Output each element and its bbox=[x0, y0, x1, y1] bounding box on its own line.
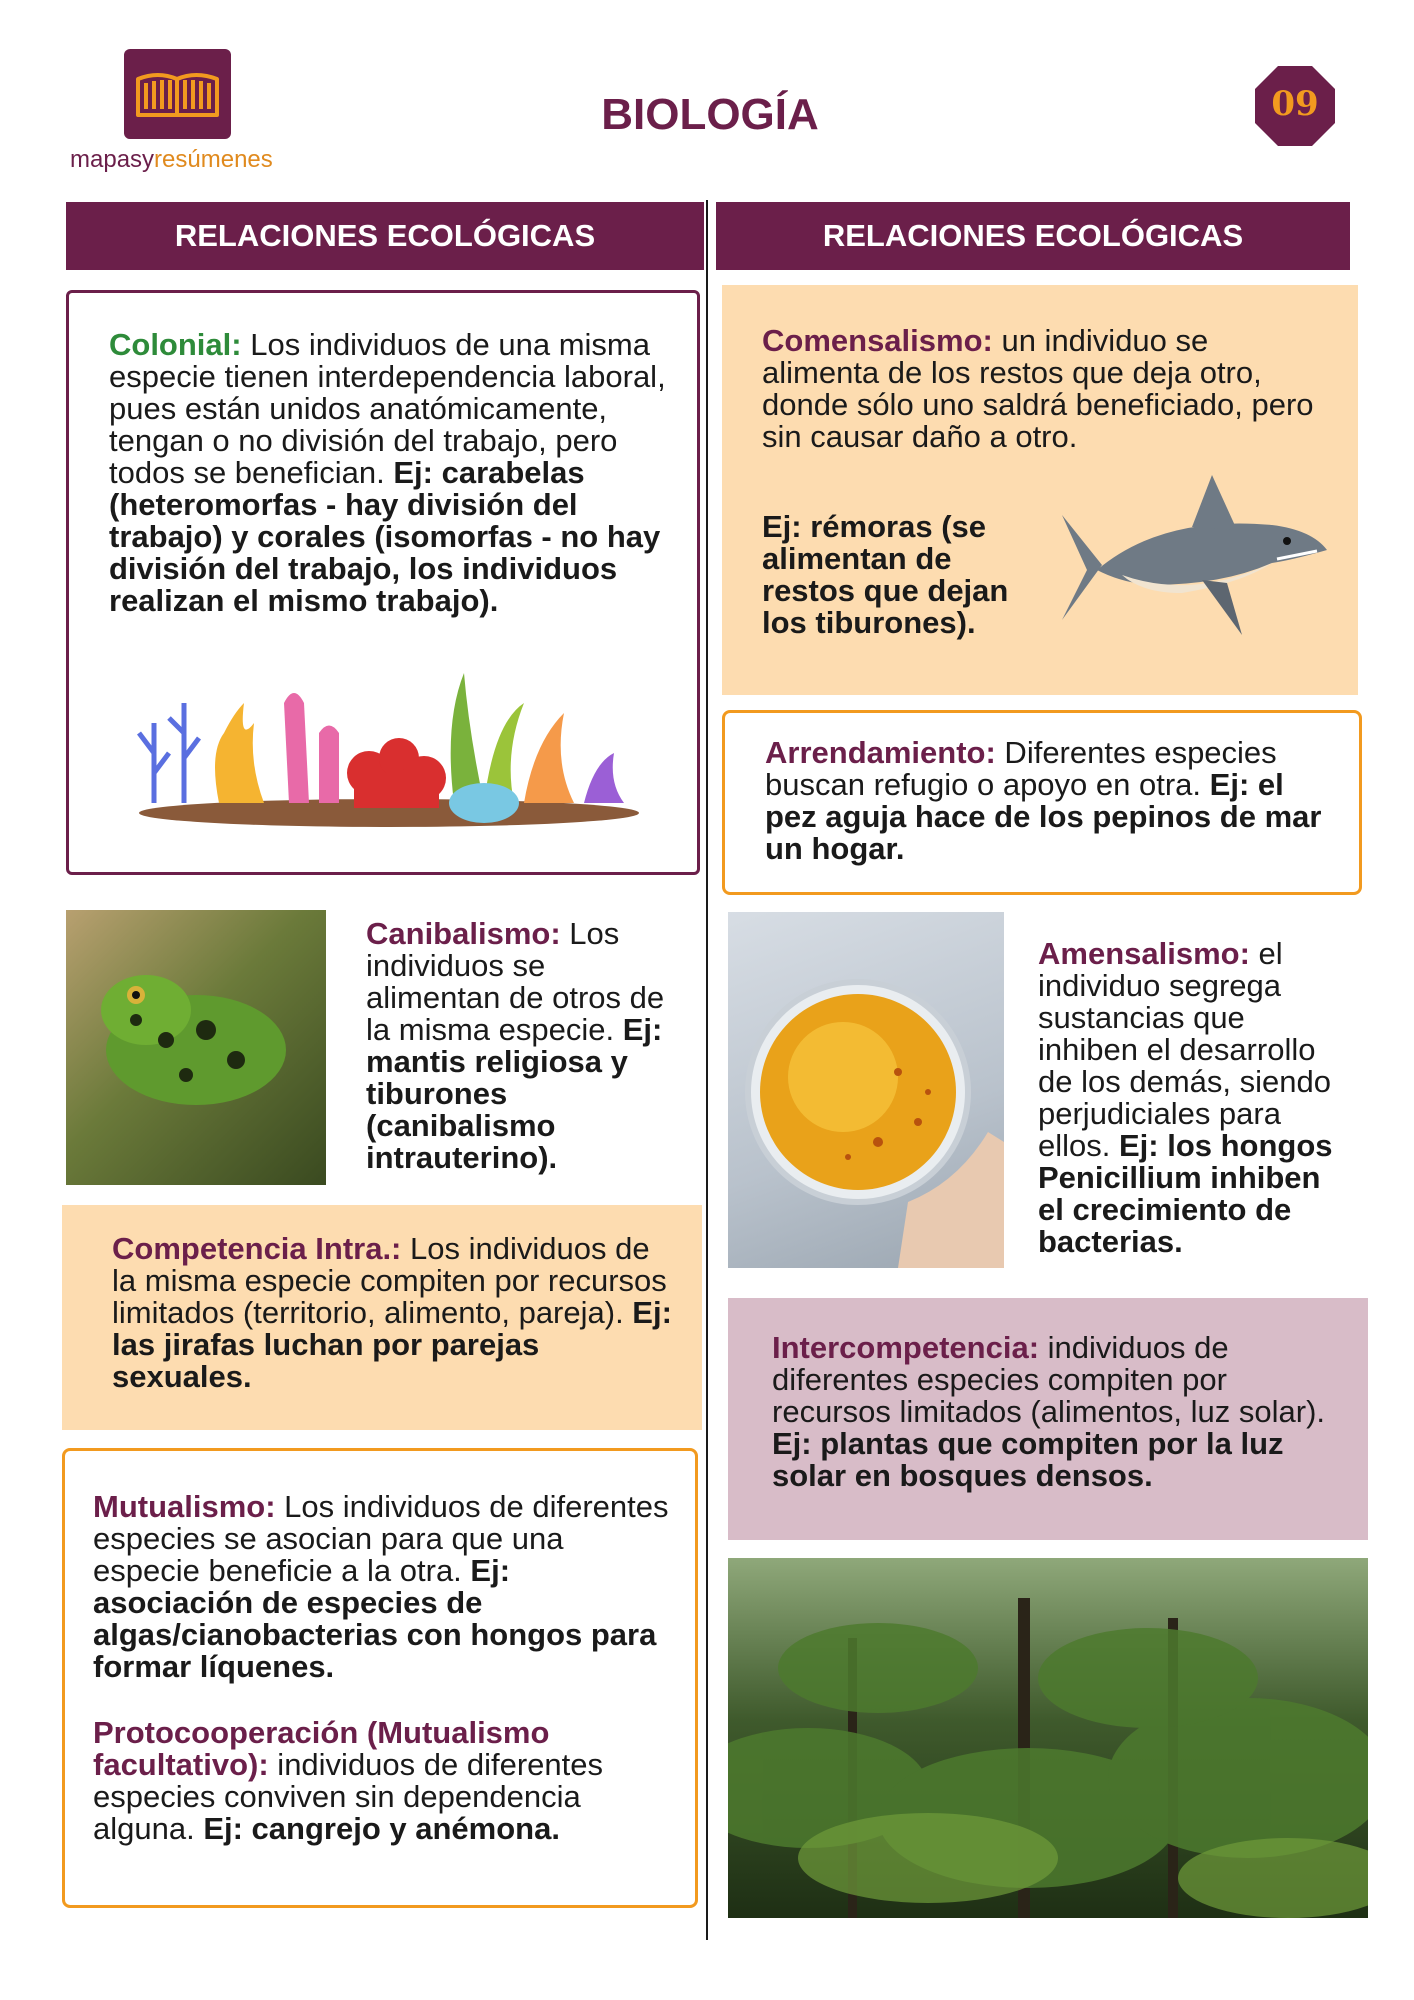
frog-photo bbox=[66, 910, 326, 1185]
competencia-intra-text: Competencia Intra.: Los individuos de la misma especie compiten por recursos limitados (territorio, alimento, pareja). Ej: las jirafas luchan por parejas sexuales. bbox=[112, 1231, 672, 1394]
comensalismo-example: Ej: rémoras (se alimentan de restos que dejan los tiburones). bbox=[762, 509, 1009, 640]
logo-text: mapasyresúmenes bbox=[70, 146, 273, 173]
forest-photo bbox=[728, 1558, 1368, 1918]
mutualismo-card bbox=[62, 1448, 698, 1908]
colonial-card bbox=[66, 290, 700, 875]
page-number: 09 bbox=[1271, 84, 1319, 124]
petri-dish-photo bbox=[728, 912, 1004, 1268]
competencia-intra-card bbox=[62, 1205, 702, 1430]
column-divider bbox=[706, 200, 708, 1940]
arrendamiento-text: Arrendamiento: Diferentes especies buscan refugio o apoyo en otra. Ej: el pez aguja hace de los pepinos de mar un hogar. bbox=[765, 735, 1322, 866]
coral-reef-illustration bbox=[124, 663, 654, 853]
shark-illustration bbox=[1042, 475, 1332, 655]
open-book-icon bbox=[124, 49, 231, 139]
mutualismo-text: Mutualismo: Los individuos de diferentes especies se asocian para que una especie beneficie a la otra. Ej: asociación de especies de algas/cianobacterias con hongos para formar líquenes. bbox=[93, 1489, 669, 1684]
page-title: BIOLOGÍA bbox=[601, 90, 819, 139]
arrendamiento-card bbox=[722, 710, 1362, 895]
amensalismo-text: Amensalismo: el individuo segrega sustancias que inhiben el desarrollo de los demás, siendo perjudiciales para ellos. Ej: los hongos Penicillium inhiben el crecimiento de bacterias. bbox=[1038, 936, 1333, 1259]
logo bbox=[124, 49, 231, 139]
comensalismo-card bbox=[722, 285, 1358, 695]
right-column-heading: RELACIONES ECOLÓGICAS bbox=[716, 202, 1350, 270]
intercompetencia-card bbox=[728, 1298, 1368, 1540]
page-number-badge bbox=[1253, 64, 1337, 148]
canibalismo-text: Canibalismo: Los individuos se alimentan de otros de la misma especie. Ej: mantis religiosa y tiburones (canibalismo intrauterino). bbox=[366, 916, 665, 1175]
comensalismo-text: Comensalismo: un individuo se alimenta de los restos que deja otro, donde sólo uno saldrá beneficiado, pero sin causar daño a otro. bbox=[762, 323, 1314, 454]
left-column-heading: RELACIONES ECOLÓGICAS bbox=[66, 202, 704, 270]
protocooperacion-text: Protocooperación (Mutualismo facultativo): individuos de diferentes especies conviven sin dependencia alguna. Ej: cangrejo y anémona. bbox=[93, 1715, 604, 1846]
intercompetencia-text: Intercompetencia: individuos de diferentes especies compiten por recursos limitados (alimentos, luz solar). Ej: plantas que compiten por la luz solar en bosques densos. bbox=[772, 1330, 1326, 1493]
colonial-text: Colonial: Los individuos de una misma especie tienen interdependencia laboral, pues están unidos anatómicamente, tengan o no división del trabajo, pero todos se benefician. Ej: carabelas (heteromorfas - hay división del trabajo) y corales (isomorfas - no hay división del trabajo, los individuos realizan el mismo trabajo). bbox=[109, 327, 666, 618]
